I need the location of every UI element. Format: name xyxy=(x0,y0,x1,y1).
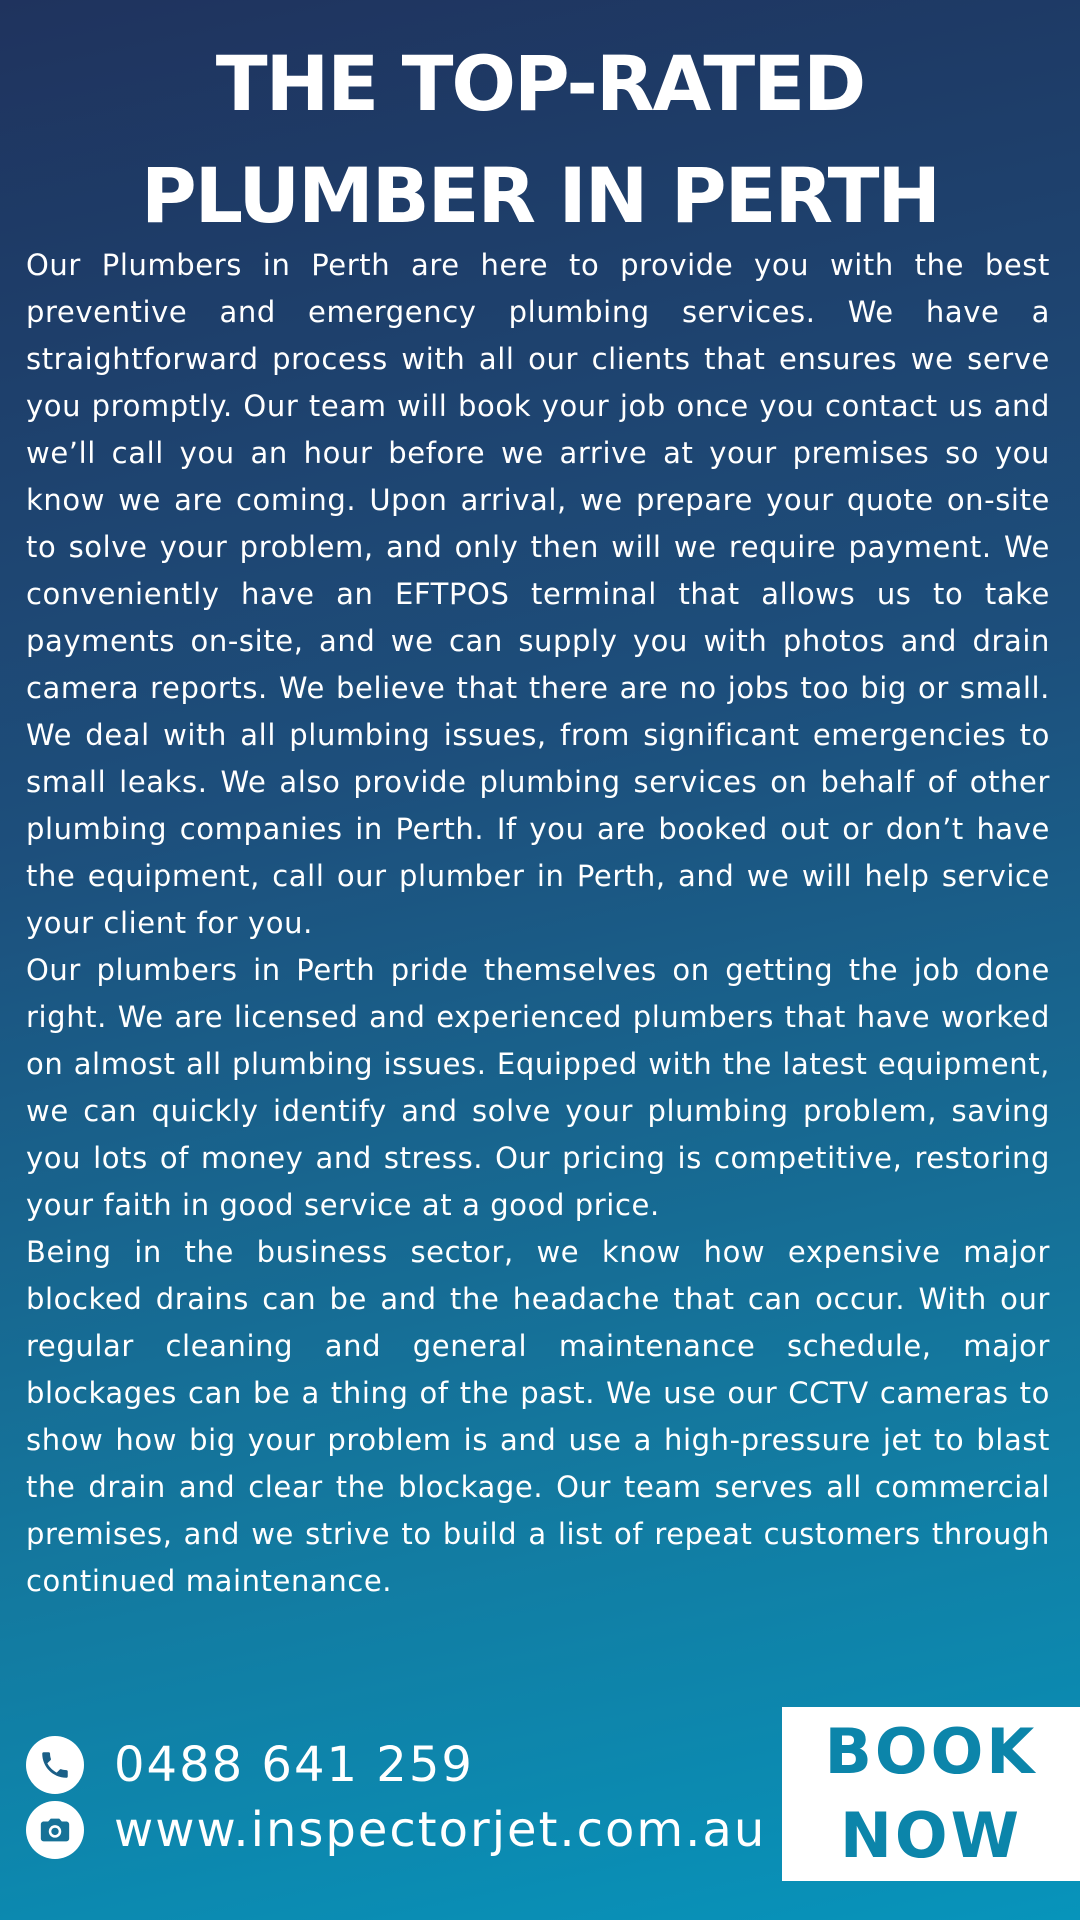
book-now-label-line1: BOOK xyxy=(824,1715,1038,1788)
book-now-button[interactable] xyxy=(782,1707,1080,1881)
paragraph-maintenance: Being in the business sector, we know how expensive major blocked drains can be and the headache that can occur. With our regular cleaning and general maintenance schedule, major blockages can be a thing of the past. We use our CCTV cameras to show how big your problem is and use a high-pressure jet to blast the drain and clear the blockage. Our team serves all commercial premises, and we strive to build a list of repeat customers through continued maintenance. xyxy=(26,1235,1050,1598)
paragraph-intro: Our Plumbers in Perth are here to provide you with the best preventive and emergency plumbing services. We have a straightforward process with all our clients that ensures we serve you promptly. Our team will book your job once you contact us and we’ll call you an hour before we arrive at your premises so you know we are coming. Upon arrival, we prepare your quote on-site to solve your problem, and only then will we require payment. We conveniently have an EFTPOS terminal that allows us to take payments on-site, and we can supply you with photos and drain camera reports. We believe that there are no jobs too big or small. We deal with all plumbing issues, from significant emergencies to small leaks. We also provide plumbing services on behalf of other plumbing companies in Perth. If you are booked out or don’t have the equipment, call our plumber in Perth, and we will help service your client for you. xyxy=(26,248,1050,940)
phone-number: 0488 641 259 xyxy=(114,1737,474,1793)
paragraph-quality: Our plumbers in Perth pride themselves on getting the job done right. We are licensed and experienced plumbers that have worked on almost all plumbing issues. Equipped with the latest equipment, we can quickly identify and solve your plumbing problem, saving you lots of money and stress. Our pricing is competitive, restoring your faith in good service at a good price. xyxy=(26,953,1050,1222)
website-contact[interactable] xyxy=(26,1798,766,1862)
camera-icon xyxy=(26,1801,84,1859)
website-url: www.inspectorjet.com.au xyxy=(114,1802,767,1858)
book-now-label-line2: NOW xyxy=(840,1799,1022,1872)
phone-contact[interactable] xyxy=(26,1733,474,1797)
body-text xyxy=(26,242,1050,1605)
page-title: THE TOP-RATED PLUMBER IN PERTH xyxy=(140,39,940,240)
phone-icon xyxy=(26,1736,84,1794)
